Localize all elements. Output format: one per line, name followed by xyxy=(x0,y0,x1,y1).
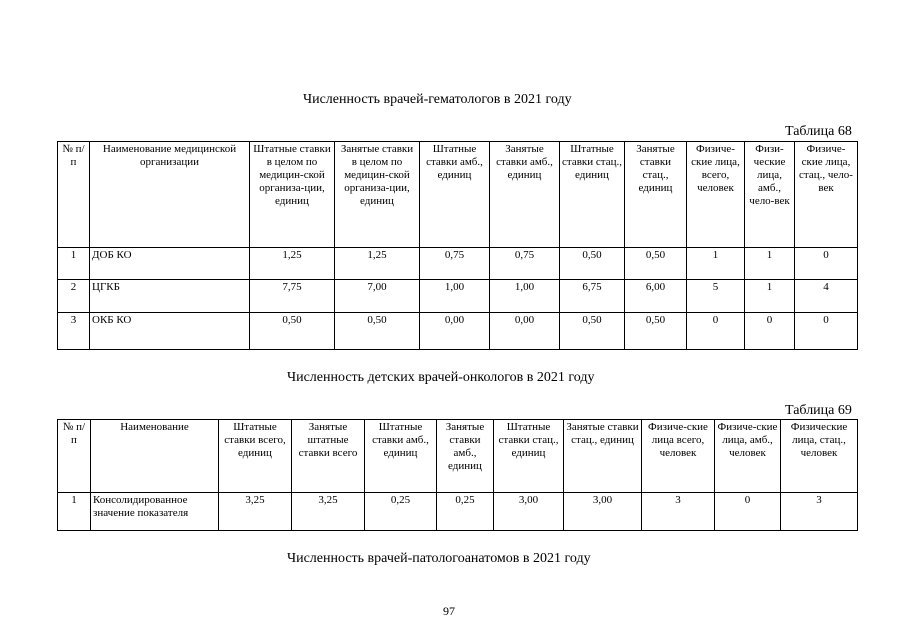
table-cell: 0 xyxy=(715,493,781,531)
table69-header: Занятые штатные ставки всего xyxy=(292,420,365,493)
table-cell: ЦГКБ xyxy=(90,280,250,313)
table-cell: 4 xyxy=(795,280,858,313)
table-cell: 7,00 xyxy=(335,280,420,313)
table-cell: 0,75 xyxy=(490,248,560,280)
table-cell: 5 xyxy=(687,280,745,313)
table-cell: 3,25 xyxy=(292,493,365,531)
table-cell: 0,00 xyxy=(420,313,490,350)
table69-header: Штатные ставки стац., единиц xyxy=(494,420,564,493)
table-row xyxy=(58,313,858,350)
table-cell: 0,75 xyxy=(420,248,490,280)
table-cell: 6,75 xyxy=(560,280,625,313)
table-cell: 0,50 xyxy=(560,313,625,350)
table-cell: 2 xyxy=(58,280,90,313)
table-cell: 3 xyxy=(642,493,715,531)
table-cell: 1,00 xyxy=(490,280,560,313)
table-cell: 3,00 xyxy=(494,493,564,531)
table68-header: № п/п xyxy=(58,142,90,248)
table-cell: 1,00 xyxy=(420,280,490,313)
table68-header-row xyxy=(58,142,858,248)
table68-label: Таблица 68 xyxy=(785,124,852,139)
table-cell: 1 xyxy=(58,248,90,280)
table68-header: Физи-ческие лица, амб., чело-век xyxy=(745,142,795,248)
table-row xyxy=(58,248,858,280)
table-cell: 1 xyxy=(745,248,795,280)
table69-label: Таблица 69 xyxy=(785,403,852,418)
table-cell: 3 xyxy=(58,313,90,350)
table-cell: 0 xyxy=(795,248,858,280)
table69-header: Занятые ставки амб., единиц xyxy=(437,420,494,493)
table-cell: ДОБ КО xyxy=(90,248,250,280)
table69-header: Наименование xyxy=(91,420,219,493)
table-cell: 0,50 xyxy=(625,313,687,350)
table68-header: Физиче-ские лица, всего, человек xyxy=(687,142,745,248)
table-cell: 0 xyxy=(687,313,745,350)
table-cell: 0,50 xyxy=(625,248,687,280)
section1-title: Численность врачей-гематологов в 2021 году xyxy=(303,92,572,107)
table-cell: 1 xyxy=(58,493,91,531)
table-row xyxy=(58,280,858,313)
table69-header: Штатные ставки амб., единиц xyxy=(365,420,437,493)
table-cell: 0 xyxy=(745,313,795,350)
page-number: 97 xyxy=(443,604,455,618)
table69-header-row xyxy=(58,420,858,493)
table68-header: Занятые ставки амб., единиц xyxy=(490,142,560,248)
table68-header: Физиче-ские лица, стац., чело-век xyxy=(795,142,858,248)
table-68 xyxy=(57,141,858,350)
section3-title: Численность врачей-патологоанатомов в 2021 году xyxy=(287,551,591,566)
table69-header: Физиче-ские лица всего, человек xyxy=(642,420,715,493)
table-cell: 1 xyxy=(745,280,795,313)
table-69 xyxy=(57,419,858,531)
table68-header: Штатные ставки в целом по медицин-ской организа-ции, единиц xyxy=(250,142,335,248)
table-cell: 1 xyxy=(687,248,745,280)
table-cell: 3,00 xyxy=(564,493,642,531)
table-cell: 6,00 xyxy=(625,280,687,313)
table-cell: 0,25 xyxy=(365,493,437,531)
table-cell: Консолидированное значение показателя xyxy=(91,493,219,531)
table68-header: Занятые ставки в целом по медицин-ской организа-ции, единиц xyxy=(335,142,420,248)
table-cell: 3 xyxy=(781,493,858,531)
table68-header: Штатные ставки стац., единиц xyxy=(560,142,625,248)
table-cell: 0,50 xyxy=(250,313,335,350)
table69-header: № п/п xyxy=(58,420,91,493)
table-cell: 3,25 xyxy=(219,493,292,531)
table68-header: Штатные ставки амб., единиц xyxy=(420,142,490,248)
table-cell: 1,25 xyxy=(335,248,420,280)
table-cell: 7,75 xyxy=(250,280,335,313)
table-cell: ОКБ КО xyxy=(90,313,250,350)
table-cell: 0,25 xyxy=(437,493,494,531)
table68-header: Наименование медицинской организации xyxy=(90,142,250,248)
table69-header: Физические лица, стац., человек xyxy=(781,420,858,493)
table69-header: Физиче-ские лица, амб., человек xyxy=(715,420,781,493)
table-cell: 0,00 xyxy=(490,313,560,350)
table-cell: 0,50 xyxy=(335,313,420,350)
table-cell: 1,25 xyxy=(250,248,335,280)
table-row xyxy=(58,493,858,531)
table69-header: Штатные ставки всего, единиц xyxy=(219,420,292,493)
table-cell: 0 xyxy=(795,313,858,350)
section2-title: Численность детских врачей-онкологов в 2021 году xyxy=(287,370,595,385)
table-cell: 0,50 xyxy=(560,248,625,280)
table69-header: Занятые ставки стац., единиц xyxy=(564,420,642,493)
table68-header: Занятые ставки стац., единиц xyxy=(625,142,687,248)
